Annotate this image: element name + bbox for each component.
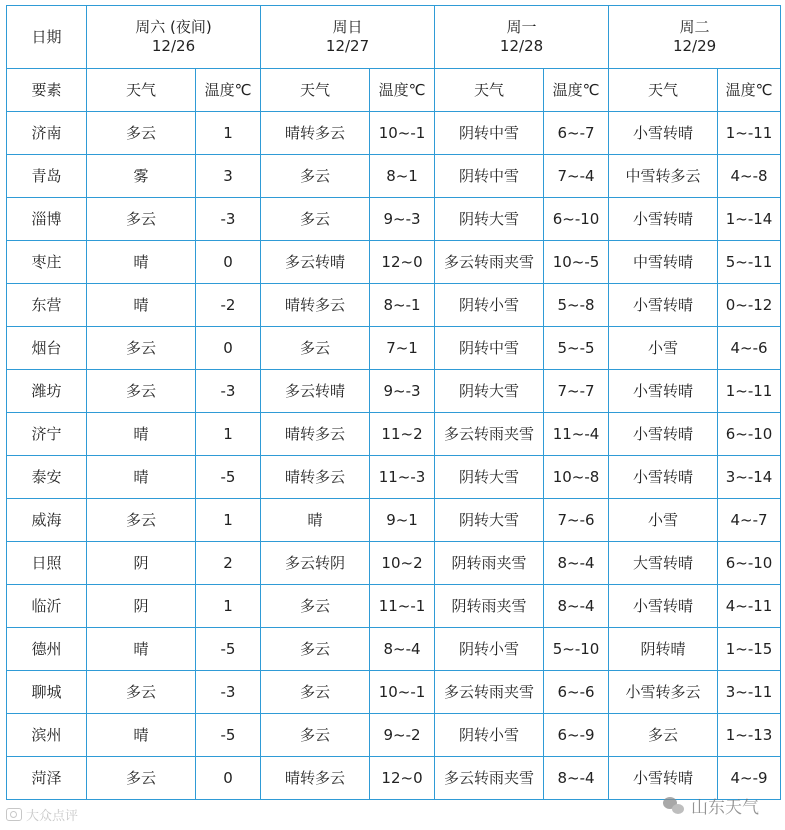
weather-cell: 晴 xyxy=(87,456,196,499)
city-name: 滨州 xyxy=(7,714,87,757)
weather-cell: 晴 xyxy=(261,499,370,542)
table-row xyxy=(7,370,781,413)
city-name: 泰安 xyxy=(7,456,87,499)
city-name: 临沂 xyxy=(7,585,87,628)
weather-cell: 大雪转晴 xyxy=(609,542,718,585)
weather-cell: 多云 xyxy=(261,628,370,671)
weather-cell: 阴转小雪 xyxy=(435,714,544,757)
weather-cell: 多云转阴 xyxy=(261,542,370,585)
temp-cell: 1~-15 xyxy=(718,628,781,671)
day-header-tue xyxy=(609,6,781,69)
weather-cell: 多云 xyxy=(261,671,370,714)
weather-cell: 阴转小雪 xyxy=(435,628,544,671)
weather-cell: 小雪转晴 xyxy=(609,456,718,499)
weather-cell: 多云 xyxy=(261,198,370,241)
weather-cell: 多云转雨夹雪 xyxy=(435,671,544,714)
temp-cell: 7~-4 xyxy=(544,155,609,198)
weather-cell: 阴转小雪 xyxy=(435,284,544,327)
city-name: 日照 xyxy=(7,542,87,585)
temp-cell: 8~-4 xyxy=(370,628,435,671)
weather-cell: 晴 xyxy=(87,241,196,284)
watermark-right-text: 山东天气 xyxy=(691,798,759,818)
table-row xyxy=(7,714,781,757)
temp-cell: 8~-4 xyxy=(544,757,609,800)
temp-cell: 5~-5 xyxy=(544,327,609,370)
weather-cell: 小雪 xyxy=(609,327,718,370)
temp-cell: 12~0 xyxy=(370,241,435,284)
weather-cell: 阴转晴 xyxy=(609,628,718,671)
table-row xyxy=(7,413,781,456)
temp-cell: 6~-10 xyxy=(718,413,781,456)
day-date: 12/28 xyxy=(499,37,544,55)
weather-cell: 小雪转晴 xyxy=(609,284,718,327)
temp-cell: -5 xyxy=(196,456,261,499)
weather-header: 天气 xyxy=(435,69,544,112)
watermark-left-text: 大众点评 xyxy=(26,809,79,824)
table-row xyxy=(7,198,781,241)
temp-cell: 9~-3 xyxy=(370,198,435,241)
temp-cell: 4~-11 xyxy=(718,585,781,628)
day-date: 12/26 xyxy=(151,37,196,55)
weather-cell: 多云转晴 xyxy=(261,370,370,413)
weather-cell: 小雪转多云 xyxy=(609,671,718,714)
temp-cell: 1~-11 xyxy=(718,370,781,413)
weather-cell: 多云 xyxy=(609,714,718,757)
temp-cell: 3 xyxy=(196,155,261,198)
temp-cell: 3~-14 xyxy=(718,456,781,499)
day-name: 周日 xyxy=(332,18,363,36)
temp-cell: 9~1 xyxy=(370,499,435,542)
weather-cell: 小雪转晴 xyxy=(609,757,718,800)
weather-header: 天气 xyxy=(609,69,718,112)
temp-cell: 8~-4 xyxy=(544,585,609,628)
weather-cell: 阴转雨夹雪 xyxy=(435,585,544,628)
temp-cell: 11~-3 xyxy=(370,456,435,499)
temp-cell: 1~-13 xyxy=(718,714,781,757)
weather-cell: 多云 xyxy=(261,155,370,198)
weather-cell: 多云转晴 xyxy=(261,241,370,284)
temp-cell: 9~-3 xyxy=(370,370,435,413)
temp-cell: 11~2 xyxy=(370,413,435,456)
weather-cell: 阴转大雪 xyxy=(435,456,544,499)
weather-cell: 小雪转晴 xyxy=(609,198,718,241)
weather-cell: 小雪转晴 xyxy=(609,370,718,413)
temp-cell: -5 xyxy=(196,628,261,671)
temp-cell: 9~-2 xyxy=(370,714,435,757)
temp-header: 温度℃ xyxy=(718,69,781,112)
weather-cell: 阴转中雪 xyxy=(435,112,544,155)
temp-cell: 2 xyxy=(196,542,261,585)
weather-header: 天气 xyxy=(261,69,370,112)
weather-cell: 晴转多云 xyxy=(261,284,370,327)
weather-cell: 多云 xyxy=(87,198,196,241)
weather-cell: 多云转雨夹雪 xyxy=(435,413,544,456)
weather-cell: 晴转多云 xyxy=(261,112,370,155)
table-row xyxy=(7,241,781,284)
temp-cell: 0~-12 xyxy=(718,284,781,327)
forecast-rows xyxy=(7,112,781,800)
day-date: 12/27 xyxy=(325,37,370,55)
temp-cell: 6~-7 xyxy=(544,112,609,155)
temp-cell: 6~-9 xyxy=(544,714,609,757)
table-row xyxy=(7,456,781,499)
weather-cell: 阴转大雪 xyxy=(435,198,544,241)
weather-cell: 多云 xyxy=(87,671,196,714)
temp-cell: 4~-7 xyxy=(718,499,781,542)
day-name: 周六 (夜间) xyxy=(135,18,212,36)
table-row xyxy=(7,284,781,327)
weather-cell: 多云 xyxy=(87,112,196,155)
weather-cell: 中雪转多云 xyxy=(609,155,718,198)
weather-cell: 晴转多云 xyxy=(261,757,370,800)
weather-cell: 阴转雨夹雪 xyxy=(435,542,544,585)
city-name: 德州 xyxy=(7,628,87,671)
weather-cell: 中雪转晴 xyxy=(609,241,718,284)
element-label: 要素 xyxy=(7,69,87,112)
weather-cell: 晴 xyxy=(87,284,196,327)
temp-cell: 4~-6 xyxy=(718,327,781,370)
weather-cell: 晴 xyxy=(87,413,196,456)
weather-cell: 阴转大雪 xyxy=(435,499,544,542)
weather-cell: 小雪转晴 xyxy=(609,112,718,155)
temp-cell: 1 xyxy=(196,413,261,456)
city-name: 淄博 xyxy=(7,198,87,241)
day-header-sun xyxy=(261,6,435,69)
temp-cell: 10~2 xyxy=(370,542,435,585)
table-row xyxy=(7,327,781,370)
weather-cell: 小雪 xyxy=(609,499,718,542)
weather-cell: 多云 xyxy=(261,327,370,370)
table-row xyxy=(7,499,781,542)
weather-cell: 晴 xyxy=(87,628,196,671)
temp-cell: 1 xyxy=(196,499,261,542)
temp-cell: -2 xyxy=(196,284,261,327)
day-date: 12/29 xyxy=(672,37,717,55)
weather-cell: 多云 xyxy=(261,585,370,628)
weather-header: 天气 xyxy=(87,69,196,112)
wechat-icon xyxy=(663,797,685,815)
weather-cell: 多云 xyxy=(87,327,196,370)
weather-cell: 多云转雨夹雪 xyxy=(435,241,544,284)
city-name: 聊城 xyxy=(7,671,87,714)
weather-cell: 多云转雨夹雪 xyxy=(435,757,544,800)
temp-cell: 10~-8 xyxy=(544,456,609,499)
weather-cell: 多云 xyxy=(87,370,196,413)
temp-cell: -5 xyxy=(196,714,261,757)
day-name: 周二 xyxy=(679,18,710,36)
temp-cell: 6~-10 xyxy=(718,542,781,585)
temp-cell: 5~-10 xyxy=(544,628,609,671)
table-row xyxy=(7,542,781,585)
temp-cell: 11~-4 xyxy=(544,413,609,456)
city-name: 东营 xyxy=(7,284,87,327)
temp-cell: 12~0 xyxy=(370,757,435,800)
city-name: 威海 xyxy=(7,499,87,542)
watermark-right xyxy=(663,793,759,818)
weather-cell: 晴转多云 xyxy=(261,456,370,499)
temp-cell: 7~1 xyxy=(370,327,435,370)
weather-cell: 阴转大雪 xyxy=(435,370,544,413)
temp-cell: 4~-8 xyxy=(718,155,781,198)
temp-cell: 10~-1 xyxy=(370,671,435,714)
temp-cell: 6~-6 xyxy=(544,671,609,714)
temp-cell: 1 xyxy=(196,585,261,628)
city-name: 烟台 xyxy=(7,327,87,370)
table-row xyxy=(7,112,781,155)
weather-cell: 阴转中雪 xyxy=(435,327,544,370)
weather-cell: 晴转多云 xyxy=(261,413,370,456)
weather-cell: 小雪转晴 xyxy=(609,585,718,628)
table-row xyxy=(7,671,781,714)
day-header-row xyxy=(7,6,781,69)
day-header-sat xyxy=(87,6,261,69)
temp-cell: 0 xyxy=(196,241,261,284)
weather-cell: 多云 xyxy=(87,757,196,800)
temp-cell: 1~-11 xyxy=(718,112,781,155)
temp-cell: 1~-14 xyxy=(718,198,781,241)
table-row xyxy=(7,585,781,628)
city-name: 济南 xyxy=(7,112,87,155)
temp-cell: 8~1 xyxy=(370,155,435,198)
weather-cell: 雾 xyxy=(87,155,196,198)
temp-cell: 8~-1 xyxy=(370,284,435,327)
weather-cell: 阴 xyxy=(87,542,196,585)
temp-cell: -3 xyxy=(196,671,261,714)
temp-cell: -3 xyxy=(196,198,261,241)
date-label: 日期 xyxy=(7,6,87,69)
temp-cell: 10~-5 xyxy=(544,241,609,284)
temp-cell: 5~-11 xyxy=(718,241,781,284)
temp-cell: 0 xyxy=(196,327,261,370)
day-name: 周一 xyxy=(506,18,537,36)
day-header-mon xyxy=(435,6,609,69)
city-name: 菏泽 xyxy=(7,757,87,800)
element-header-row xyxy=(7,69,781,112)
temp-cell: 4~-9 xyxy=(718,757,781,800)
table-row xyxy=(7,155,781,198)
temp-cell: 10~-1 xyxy=(370,112,435,155)
temp-cell: 0 xyxy=(196,757,261,800)
city-name: 青岛 xyxy=(7,155,87,198)
temp-cell: 7~-7 xyxy=(544,370,609,413)
city-name: 潍坊 xyxy=(7,370,87,413)
camera-icon xyxy=(6,808,22,821)
temp-cell: 6~-10 xyxy=(544,198,609,241)
temp-cell: -3 xyxy=(196,370,261,413)
city-name: 枣庄 xyxy=(7,241,87,284)
temp-header: 温度℃ xyxy=(370,69,435,112)
watermark-left xyxy=(6,805,78,824)
temp-header: 温度℃ xyxy=(544,69,609,112)
temp-cell: 8~-4 xyxy=(544,542,609,585)
weather-cell: 多云 xyxy=(87,499,196,542)
weather-cell: 多云 xyxy=(261,714,370,757)
city-name: 济宁 xyxy=(7,413,87,456)
temp-cell: 5~-8 xyxy=(544,284,609,327)
weather-cell: 晴 xyxy=(87,714,196,757)
weather-cell: 阴转中雪 xyxy=(435,155,544,198)
temp-header: 温度℃ xyxy=(196,69,261,112)
weather-cell: 阴 xyxy=(87,585,196,628)
temp-cell: 3~-11 xyxy=(718,671,781,714)
temp-cell: 7~-6 xyxy=(544,499,609,542)
temp-cell: 1 xyxy=(196,112,261,155)
weather-forecast-table xyxy=(6,5,781,800)
temp-cell: 11~-1 xyxy=(370,585,435,628)
table-row xyxy=(7,628,781,671)
weather-cell: 小雪转晴 xyxy=(609,413,718,456)
